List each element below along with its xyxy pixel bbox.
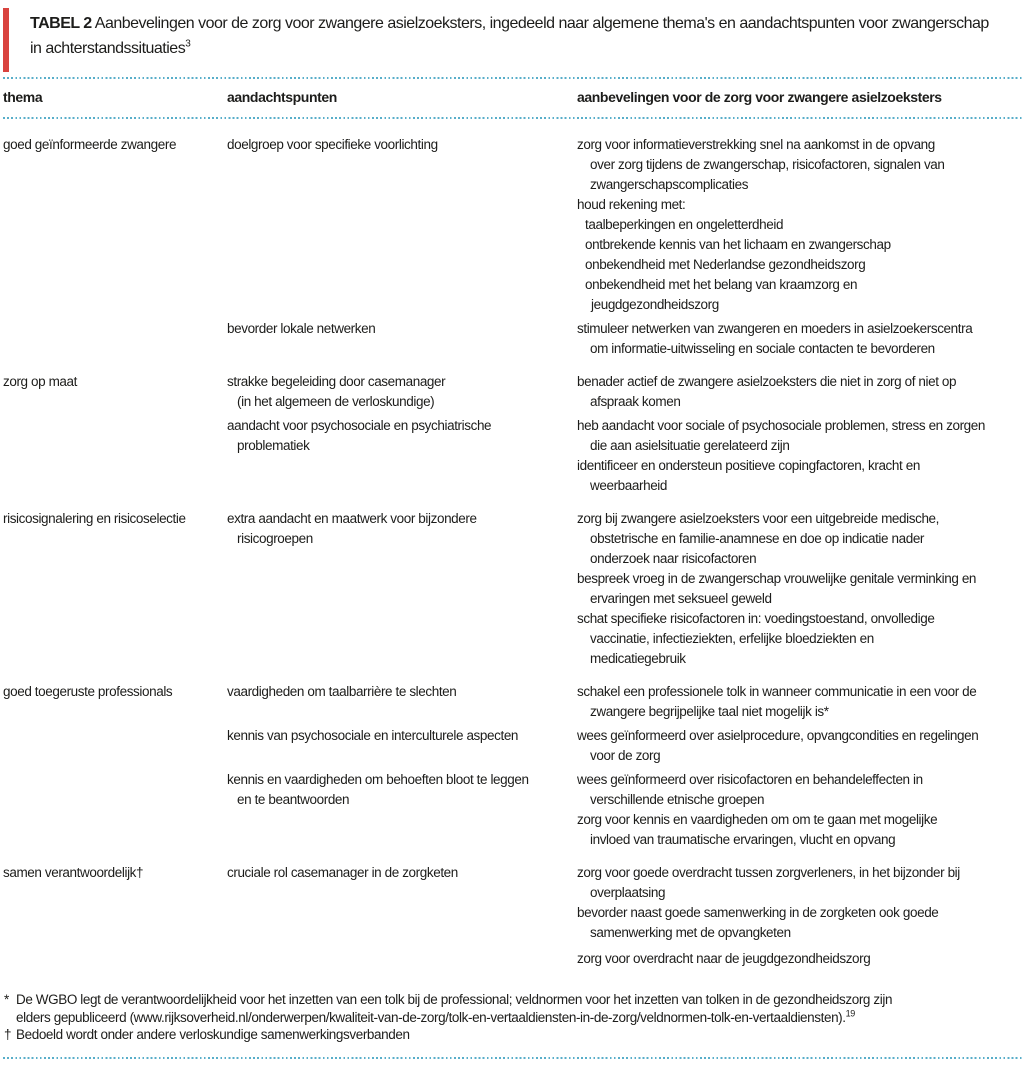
aanbeveling-line: onderzoek naar risicofactoren: [590, 551, 757, 566]
table-row: [3, 770, 1022, 850]
table-section: [3, 135, 1022, 359]
aandachtspunt-cell: [227, 770, 577, 810]
aanbeveling-line: zwangere begrijpelijke taal niet mogelijk is*: [590, 704, 829, 719]
thema-label: zorg op maat: [3, 374, 77, 389]
aanbeveling-item: [577, 810, 1022, 850]
footnote-marker: †: [4, 1027, 12, 1042]
thema-label: samen verantwoordelijk†: [3, 865, 144, 880]
aanbeveling-item: [577, 456, 1022, 496]
aanbeveling-line: taalbeperkingen en ongeletterdheid: [585, 217, 784, 232]
table-row: [3, 319, 1022, 359]
aandachtspunt-line: (in het algemeen de verloskundige): [237, 394, 435, 409]
table-section: [3, 372, 1022, 496]
aanbeveling-line: medicatiegebruik: [590, 651, 686, 666]
table-body: [3, 119, 1022, 969]
footnote: [3, 991, 1022, 1026]
aanbeveling-item: [577, 215, 1022, 235]
footnote-reference-superscript: 19: [845, 1008, 855, 1018]
aanbeveling-line: bespreek vroeg in de zwangerschap vrouwelijke genitale verminking en: [577, 571, 977, 586]
aanbeveling-line: bevorder naast goede samenwerking in de zorgketen ook goede: [577, 905, 939, 920]
aanbeveling-line: voor de zorg: [590, 748, 661, 763]
aandachtspunt-line: bevorder lokale netwerken: [227, 321, 376, 336]
aanbeveling-item: [577, 255, 1022, 275]
aanbeveling-item: [577, 863, 1022, 903]
aanbeveling-item: [577, 416, 1022, 456]
aanbevelingen-cell: [577, 682, 1022, 722]
aanbeveling-line: verschillende etnische groepen: [590, 792, 765, 807]
aanbevelingen-cell: [577, 770, 1022, 850]
aanbevelingen-cell: [577, 726, 1022, 766]
table-row: [3, 863, 1022, 969]
thema-cell: [3, 135, 227, 155]
aanbeveling-line: schat specifieke risicofactoren in: voedingstoestand, onvolledige: [577, 611, 935, 626]
aanbeveling-item: [577, 726, 1022, 766]
aanbeveling-line: jeugdgezondheidszorg: [591, 297, 719, 312]
aandachtspunt-line: doelgroep voor specifieke voorlichting: [227, 137, 438, 152]
divider-bottom: [3, 1057, 1022, 1059]
thema-cell: [3, 509, 227, 529]
aanbeveling-line: invloed van traumatische ervaringen, vlucht en opvang: [590, 832, 896, 847]
aanbeveling-line: weerbaarheid: [590, 478, 668, 493]
aanbeveling-line: ervaringen met seksueel geweld: [590, 591, 772, 606]
aandachtspunt-cell: [227, 726, 577, 746]
aanbeveling-line: schakel een professionele tolk in wanneer communicatie in een voor de: [577, 684, 977, 699]
aanbeveling-line: obstetrische en familie-anamnese en doe op indicatie nader: [590, 531, 925, 546]
aanbeveling-item: [577, 770, 1022, 810]
aanbeveling-line: heb aandacht voor sociale of psychosociale problemen, stress en zorgen: [577, 418, 986, 433]
thema-label: goed toegeruste professionals: [3, 684, 173, 699]
aanbeveling-line: afspraak komen: [590, 394, 681, 409]
aanbeveling-line: houd rekening met:: [577, 197, 686, 212]
aanbeveling-item: [577, 903, 1022, 943]
thema-label: risicosignalering en risicoselectie: [3, 511, 186, 526]
table-section: [3, 863, 1022, 969]
caption-line1: Aanbevelingen voor de zorg voor zwangere asielzoeksters, ingedeeld naar algemene thema's en aandachtspunten voor zwangerschap: [94, 15, 989, 32]
aanbeveling-line: stimuleer netwerken van zwangeren en moeders in asielzoekerscentra: [577, 321, 973, 336]
footnote-line: Bedoeld wordt onder andere verloskundige samenwerkingsverbanden: [16, 1027, 410, 1042]
aanbeveling-line: zorg bij zwangere asielzoeksters voor een uitgebreide medische,: [577, 511, 940, 526]
footnote-line: De WGBO legt de verantwoordelijkheid voor het inzetten van een tolk bij de professional; veldnormen voor het inzetten van tolken in de gezondheidszorg zijn: [16, 992, 893, 1007]
aandachtspunt-line: kennis en vaardigheden om behoeften bloot te leggen: [227, 772, 529, 787]
aanbevelingen-cell: [577, 863, 1022, 969]
aanbeveling-line: wees geïnformeerd over asielprocedure, opvangcondities en regelingen: [577, 728, 979, 743]
aanbeveling-item: [577, 949, 1022, 969]
aandachtspunt-cell: [227, 135, 577, 155]
table-row: [3, 509, 1022, 669]
table-row: [3, 135, 1022, 315]
aanbeveling-item: [577, 235, 1022, 255]
aanbeveling-line: zorg voor overdracht naar de jeugdgezondheidszorg: [577, 951, 871, 966]
table-caption: [3, 0, 1022, 61]
aanbeveling-item: [577, 372, 1022, 412]
aandachtspunt-cell: [227, 319, 577, 339]
aandachtspunt-line: en te beantwoorden: [237, 792, 350, 807]
table-row: [3, 726, 1022, 766]
table-row: [3, 372, 1022, 412]
table-section: [3, 509, 1022, 669]
caption-accent-bar: [3, 8, 9, 72]
aanbeveling-line: om informatie-uitwisseling en sociale contacten te bevorderen: [590, 341, 935, 356]
table-row: [3, 416, 1022, 496]
aanbeveling-line: zorg voor informatieverstrekking snel na aankomst in de opvang: [577, 137, 935, 152]
thema-label: goed geïnformeerde zwangere: [3, 137, 177, 152]
aanbevelingen-cell: [577, 372, 1022, 412]
aandachtspunt-line: vaardigheden om taalbarrière te slechten: [227, 684, 457, 699]
aanbeveling-line: vaccinatie, infectieziekten, erfelijke bloedziekten en: [590, 631, 874, 646]
aanbeveling-item: [577, 135, 1022, 195]
aanbevelingen-cell: [577, 509, 1022, 669]
aanbeveling-line: samenwerking met de opvangketen: [590, 925, 791, 940]
aanbevelingen-cell: [577, 135, 1022, 315]
aanbeveling-line: onbekendheid met het belang van kraamzorg en: [585, 277, 858, 292]
aanbeveling-line: ontbrekende kennis van het lichaam en zwangerschap: [585, 237, 891, 252]
aanbeveling-item: [577, 569, 1022, 609]
aanbevelingen-cell: [577, 416, 1022, 496]
aandachtspunt-line: cruciale rol casemanager in de zorgketen: [227, 865, 458, 880]
aanbeveling-line: overplaatsing: [590, 885, 666, 900]
thema-cell: [3, 682, 227, 702]
aanbeveling-item: [577, 319, 1022, 359]
aanbeveling-line: zorg voor kennis en vaardigheden om om te gaan met mogelijke: [577, 812, 938, 827]
aandachtspunt-line: extra aandacht en maatwerk voor bijzondere: [227, 511, 477, 526]
aandachtspunt-line: strakke begeleiding door casemanager: [227, 374, 446, 389]
aanbeveling-line: over zorg tijdens de zwangerschap, risicofactoren, signalen van: [590, 157, 945, 172]
thema-cell: [3, 863, 227, 883]
column-header-aandachtspunten: aandachtspunten: [227, 89, 337, 105]
caption-reference-superscript: 3: [185, 38, 191, 50]
aanbeveling-line: benader actief de zwangere asielzoeksters die niet in zorg of niet op: [577, 374, 957, 389]
footnote-marker: *: [4, 992, 9, 1007]
aandachtspunt-line: problematiek: [237, 438, 310, 453]
table-number-label: TABEL 2: [30, 15, 92, 32]
aanbeveling-line: wees geïnformeerd over risicofactoren en behandeleffecten in: [577, 772, 923, 787]
aandachtspunt-line: kennis van psychosociale en interculturele aspecten: [227, 728, 519, 743]
aandachtspunt-cell: [227, 509, 577, 549]
aanbeveling-line: die aan asielsituatie gerelateerd zijn: [590, 438, 790, 453]
footnote-line: elders gepubliceerd (www.rijksoverheid.nl/onderwerpen/kwaliteit-van-de-zorg/tolk-en-vertaaldiensten-in-de-zorg/veldnormen-tolk-en-vertaaldiensten).$^{19}$: [16, 1008, 855, 1025]
aanbeveling-line: zwangerschapscomplicaties: [590, 177, 749, 192]
aanbeveling-line: identificeer en ondersteun positieve copingfactoren, kracht en: [577, 458, 920, 473]
aandachtspunt-cell: [227, 682, 577, 702]
footnote: [3, 1026, 1022, 1044]
aandachtspunt-cell: [227, 372, 577, 412]
aanbeveling-item: [577, 509, 1022, 569]
aanbevelingen-cell: [577, 319, 1022, 359]
aandachtspunt-cell: [227, 416, 577, 456]
aandachtspunt-line: aandacht voor psychosociale en psychiatrische: [227, 418, 492, 433]
column-header-thema: thema: [3, 89, 43, 105]
caption-text: [30, 11, 1022, 61]
table-section: [3, 682, 1022, 850]
aanbeveling-item: [577, 609, 1022, 669]
footnotes: [3, 991, 1022, 1044]
column-header-row: [3, 79, 1022, 117]
aanbeveling-line: zorg voor goede overdracht tussen zorgverleners, in het bijzonder bij: [577, 865, 960, 880]
aanbeveling-item: [577, 275, 1022, 315]
column-header-aanbevelingen: aanbevelingen voor de zorg voor zwangere asielzoeksters: [577, 89, 942, 105]
aanbeveling-line: onbekendheid met Nederlandse gezondheidszorg: [585, 257, 866, 272]
caption-line2: in achterstandssituaties: [30, 40, 186, 57]
thema-cell: [3, 372, 227, 392]
aandachtspunt-line: risicogroepen: [237, 531, 313, 546]
aanbeveling-item: [577, 195, 1022, 215]
table-row: [3, 682, 1022, 722]
aandachtspunt-cell: [227, 863, 577, 883]
aanbeveling-item: [577, 682, 1022, 722]
